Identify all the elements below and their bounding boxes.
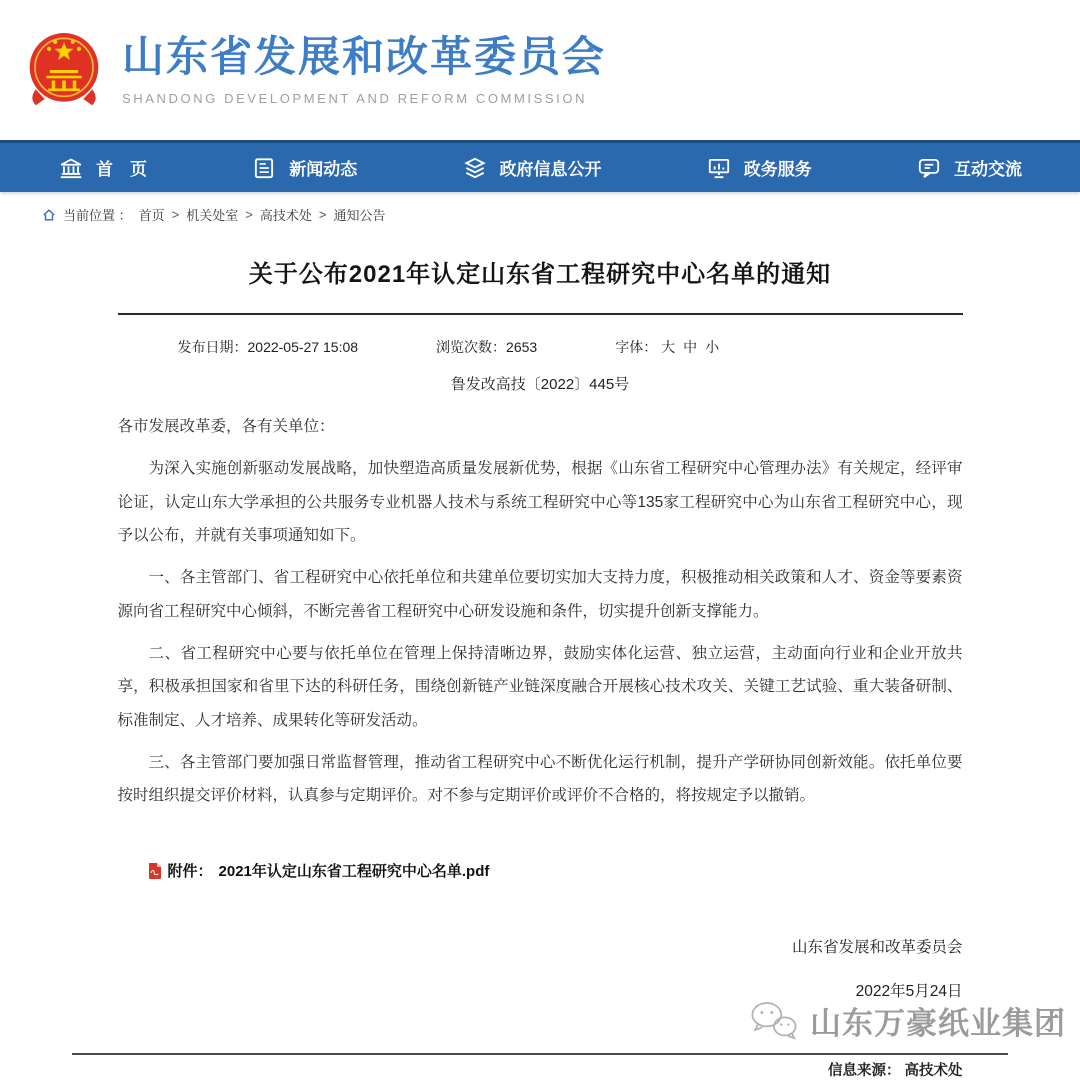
site-subtitle: SHANDONG DEVELOPMENT AND REFORM COMMISSION [122,90,588,106]
attachment-link[interactable]: 2021年认定山东省工程研究中心名单.pdf [218,863,490,881]
breadcrumb-separator: > [318,207,327,222]
layers-icon [462,155,488,181]
breadcrumb-hightech[interactable]: 高技术处 [259,208,312,223]
breadcrumb-separator: > [171,207,180,222]
watermark-text: 山东万豪纸业集团 [810,1006,1066,1041]
font-size-label: 字体： [615,339,658,355]
publish-date [178,337,359,357]
body-paragraph: 三、各主管部门要加强日常监督管理，推动省工程研究中心不断优化运行机制，提升产学研协同创新效能。依托单位要按时组织提交评价材料，认真参与定期评价。对不参与定期评价或评价不合格的，将按规定予以撤销。 [117,753,963,805]
nav-item-home[interactable] [58,155,147,181]
source-value: 高技术处 [904,1063,963,1080]
nav-item-gov-info[interactable] [462,155,602,181]
article-body [118,410,963,812]
site-title: 山东省发展和改革委员会 [122,33,607,81]
font-size-control [615,337,719,357]
body-paragraph: 二、省工程研究中心要与依托单位在管理上保持清晰边界，鼓励实体化运营、独立运营，主动面向行业和企业开放共享，积极承担国家和省里下达的科研任务，围绕创新链产业链深度融合开展核心技术攻关、关键工艺试验、重大装备研制、标准制定、人才培养、成果转化等研发活动。 [117,644,963,729]
monitor-icon [706,155,732,181]
site-branding [122,34,606,105]
china-national-emblem-icon [20,24,108,116]
font-size-medium-button[interactable]: 中 [683,339,698,355]
source-label: 信息来源： [827,1063,901,1080]
attachment-label: 附件： [167,863,213,881]
font-size-large-button[interactable]: 大 [661,339,676,355]
nav-label: 政府信息公开 [499,160,602,179]
body-paragraph: 一、各主管部门、省工程研究中心依托单位和共建单位要切实加大支持力度，积极推动相关政策和人才、资金等要素资源向省工程研究中心倾斜，不断完善省工程研究中心研发设施和条件，切实提升创新支撑能力。 [117,569,963,620]
nav-label: 首 页 [96,160,147,179]
article-meta [118,337,963,357]
nav-label: 新闻动态 [289,160,358,179]
nav-label: 政务服务 [743,160,812,179]
publish-date-value: 2022-05-27 15:08 [247,339,359,355]
article [118,254,963,1080]
document-number: 鲁发改高技〔2022〕445号 [450,376,630,393]
view-count-value: 2653 [506,339,538,355]
view-count-label: 浏览次数： [436,339,507,355]
main-nav [0,140,1080,192]
nav-item-interaction[interactable] [916,155,1022,181]
breadcrumb-home[interactable]: 首页 [138,208,165,223]
font-size-small-button[interactable]: 小 [705,339,720,355]
nav-label: 互动交流 [954,160,1022,179]
signature-block [118,935,963,1001]
signature-org: 山东省发展和改革委员会 [791,939,963,957]
publish-date-label: 发布日期： [177,339,248,355]
site-header [0,0,1080,140]
breadcrumb-departments[interactable]: 机关处室 [186,208,239,223]
signature-date: 2022年5月24日 [855,983,963,1001]
bottom-divider [72,1053,1008,1055]
view-count [436,337,537,357]
title-divider [118,313,963,315]
body-paragraph: 为深入实施创新驱动发展战略，加快塑造高质量发展新优势，根据《山东省工程研究中心管理办法》有关规定，经评审论证，认定山东大学承担的公共服务专业机器人技术与系统工程研究中心等135家工程研究中心为山东省工程研究中心，现予以公布，并就有关事项通知如下。 [117,460,963,544]
breadcrumb [0,192,1080,224]
attachment-row [148,860,963,881]
chat-icon [916,155,942,181]
source-row [118,1059,963,1080]
article-title: 关于公布2021年认定山东省工程研究中心名单的通知 [248,261,832,288]
salutation: 各市发展改革委，各有关单位： [117,418,335,435]
watermark [747,998,1066,1043]
nav-item-news[interactable] [251,155,357,181]
home-icon [42,208,56,222]
breadcrumb-notices[interactable]: 通知公告 [333,208,386,223]
news-icon [251,155,277,181]
nav-item-services[interactable] [706,155,812,181]
bank-icon [58,155,84,181]
wechat-icon [747,999,801,1043]
breadcrumb-separator: > [245,207,253,222]
pdf-icon [148,863,162,879]
breadcrumb-prefix: 当前位置 ： [63,208,132,223]
